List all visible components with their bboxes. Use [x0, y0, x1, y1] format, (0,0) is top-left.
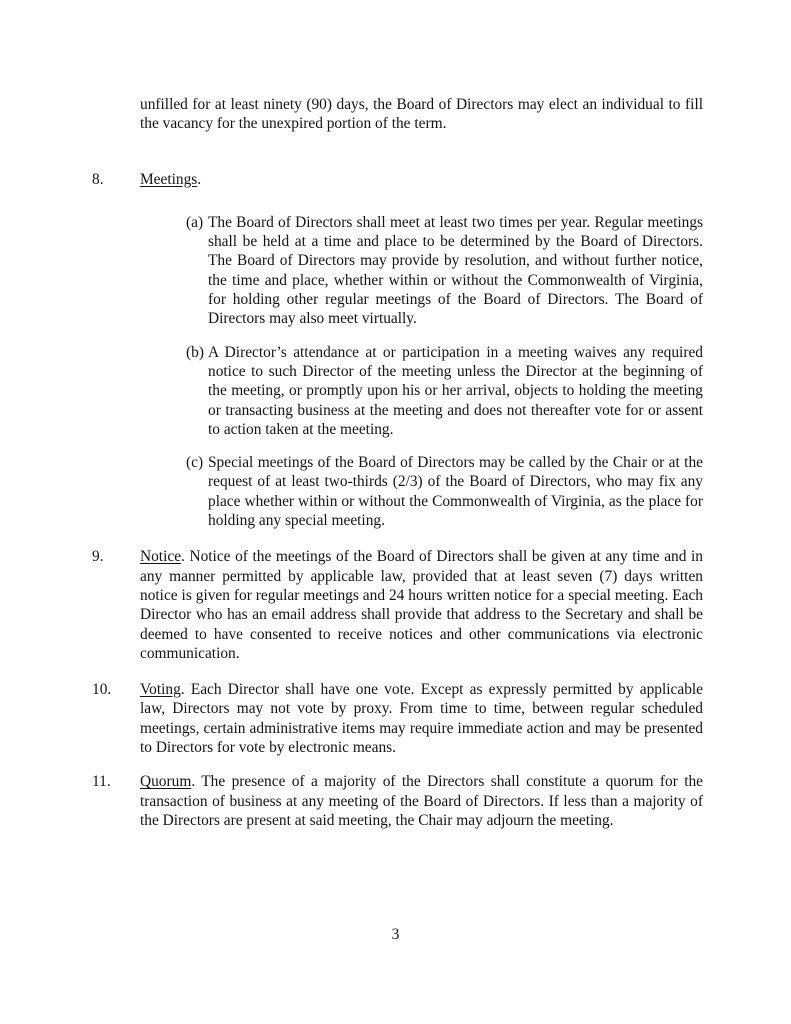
- item-number: 11.: [92, 773, 111, 791]
- subitem-label: (a): [186, 213, 204, 231]
- subitem-a: [186, 213, 703, 329]
- item-heading: Meetings: [140, 170, 198, 188]
- subitem-b: [186, 343, 703, 439]
- item-text: [140, 772, 703, 830]
- item-9-notice: [92, 547, 703, 663]
- item-body-text: . The presence of a majority of the Directors shall constitute a quorum for the transaction of business at any meeting of the Board of Directors. If less than a majority of the Directors are present at said meeting, the Chair may adjourn the meeting.: [140, 773, 703, 829]
- document-content: [92, 95, 703, 830]
- item-text: [140, 547, 703, 663]
- subitem-text: A Director’s attendance at or participation in a meeting waives any required notice to such Director of the meeting unless the Director at the beginning of the meeting, or promptly upon his or her arrival, objects to holding the meeting or transacting business at the meeting and does not thereafter vote for or assent to action taken at the meeting.: [208, 343, 703, 438]
- item-11-quorum: [92, 772, 703, 830]
- subitem-text: Special meetings of the Board of Directors may be called by the Chair or at the request of at least two-thirds (2/3) of the Board of Directors, who may fix any place whether within or without the Commonwealth of Virginia, as the place for holding any special meeting.: [208, 454, 703, 530]
- subitem-label: (b): [186, 343, 204, 361]
- item-number: 9.: [92, 548, 104, 566]
- subitem-c: [186, 453, 703, 530]
- item-heading: Quorum: [140, 773, 192, 791]
- item-body-text: . Notice of the meetings of the Board of Directors shall be given at any time and in any manner permitted by applicable law, provided that at least seven (7) days written notice is given for regular meetings and 24 hours written notice for a special meeting. Each Director who has an email address shall provide that address to the Secretary and shall be deemed to have consented to receive notices and other communications via electronic communication.: [140, 548, 703, 662]
- item-heading-line: [140, 170, 703, 189]
- subitem-text: The Board of Directors shall meet at least two times per year. Regular meetings shall be held at a time and place to be determined by the Board of Directors. The Board of Directors may provide by resolution, and without further notice, the time and place, whether within or without the Commonwealth of Virginia, for holding other regular meetings of the Board of Directors. The Board of Directors may also meet virtually.: [208, 213, 703, 328]
- item-10-voting: [92, 680, 703, 757]
- item-number: 10.: [92, 681, 112, 699]
- continuation-paragraph: unfilled for at least ninety (90) days, the Board of Directors may elect an individual to fill the vacancy for the unexpired portion of the term.: [140, 96, 703, 133]
- item-text: [140, 680, 703, 757]
- item-body-text: . Each Director shall have one vote. Except as expressly permitted by applicable law, Directors may not vote by proxy. From time to time, between regular scheduled meetings, certain administrative items may require immediate action and may be presented to Directors for vote by electronic means.: [140, 681, 703, 757]
- item-heading: Notice: [140, 548, 182, 566]
- subitem-label: (c): [186, 454, 204, 472]
- page-number: 3: [391, 926, 400, 943]
- item-heading: Voting: [140, 681, 181, 699]
- item-8-meetings: [92, 170, 703, 531]
- item-body: [140, 170, 703, 531]
- item-heading-period: .: [197, 170, 202, 188]
- item-number: 8.: [92, 170, 104, 188]
